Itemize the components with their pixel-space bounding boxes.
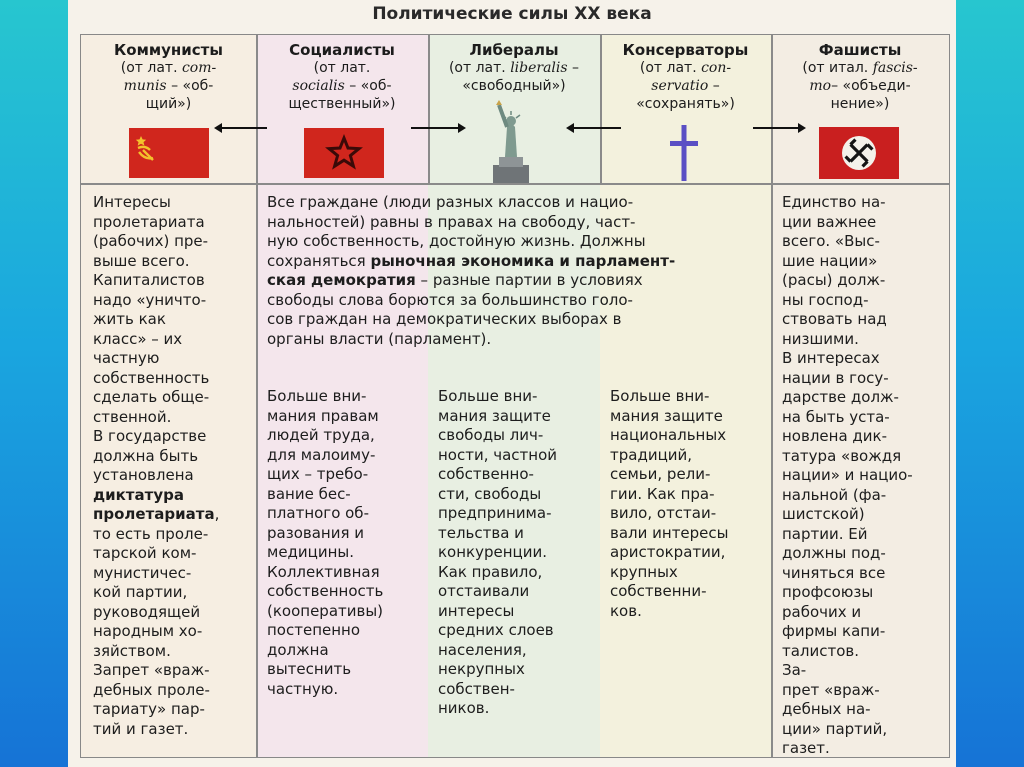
communists-text: Интересы пролетариата (рабочих) пре- выше всего. Капиталистов надо «уничто- жить как класс» – их частную собственность сделать обще- ственной. В государстве должна быть установлена bbox=[93, 193, 210, 484]
header-divider bbox=[81, 183, 949, 185]
swastika-flag-icon bbox=[819, 127, 899, 179]
communists-text-end: , то есть проле- тарской ком- мунистичес- кой партии, руководящей народным хо- зяйством. Запрет «враж- дебных проле- тариату» пар- тий и газет. bbox=[93, 505, 220, 738]
shared-text: Все граждане (люди разных классов и нацио- нальностей) равны в правах на свободу, част- ную собственность, достойную жизнь. Должны сохраняться bbox=[267, 193, 646, 270]
page-title: Политические силы XX века bbox=[372, 4, 652, 24]
header-communists bbox=[81, 41, 256, 113]
origin-word: socialis bbox=[292, 78, 345, 94]
shared-text-end: – разные партии в условиях свободы слова борются за большинство голо- сов граждан на демократических выборах в органы власти (парламент). bbox=[267, 271, 643, 348]
origin-prefix: (от лат. bbox=[120, 60, 178, 76]
origin-suffix: – «сохранять») bbox=[636, 78, 735, 112]
origin-suffix: – «об- щий») bbox=[145, 78, 214, 112]
shared-bold-text: рыночная экономика и парламент- ская демократия bbox=[267, 251, 676, 289]
origin-prefix: (от лат. bbox=[313, 60, 371, 76]
arrow-right-icon bbox=[753, 127, 799, 129]
shared-description bbox=[267, 193, 767, 349]
slide-page bbox=[68, 0, 956, 767]
header-socialists bbox=[256, 41, 428, 113]
header-liberals bbox=[428, 41, 600, 95]
origin-word: liberalis bbox=[510, 60, 568, 76]
header-conservatives bbox=[600, 41, 771, 113]
header-name: Коммунисты bbox=[114, 41, 223, 59]
header-name: Фашисты bbox=[818, 41, 902, 59]
arrow-left-icon bbox=[221, 127, 267, 129]
origin-prefix: (от итал. bbox=[802, 60, 869, 76]
communists-description bbox=[93, 193, 253, 739]
fascists-description: Единство на- ции важнее всего. «Выс- шие нации» (расы) долж- ны господ- ствовать над низшими. В интересах нации в госу- дарстве долж- на быть уста- новлена дик- татура «вождя нации» и нацио- нальной (фа- шистской) партии. Ей должны под- чиняться все профсоюзы рабочих и фирмы капи- талистов. За- прет «враж- дебных на- ции» партий, газет. bbox=[782, 193, 913, 757]
soviet-flag-icon bbox=[129, 128, 209, 178]
header-name: Либералы bbox=[469, 41, 559, 59]
statue-of-liberty-icon bbox=[481, 99, 541, 183]
column-divider bbox=[256, 35, 258, 757]
header-name: Социалисты bbox=[289, 41, 395, 59]
origin-suffix: – «об- щественный») bbox=[288, 78, 396, 112]
column-divider bbox=[771, 35, 773, 757]
origin-prefix: (от лат. bbox=[448, 60, 506, 76]
political-forces-table bbox=[80, 34, 950, 758]
origin-word: con- servatio bbox=[651, 60, 732, 94]
origin-word: com- munis bbox=[123, 60, 217, 94]
socialists-description: Больше вни- мания правам людей труда, для малоиму- щих – требо- вание бес- платного об- разования и медицины. Коллективная собственность (кооперативы) постепенно должна вытеснить частную. bbox=[267, 387, 384, 698]
cross-icon bbox=[666, 123, 702, 183]
origin-word: fascis- mo bbox=[809, 60, 918, 94]
header-name: Консерваторы bbox=[622, 41, 749, 59]
origin-prefix: (от лат. bbox=[639, 60, 697, 76]
origin-suffix: – «объеди- нение») bbox=[830, 78, 911, 112]
arrow-left-icon bbox=[573, 127, 621, 129]
liberals-description: Больше вни- мания защите свободы лич- ности, частной собственно- сти, свободы предпринима- тельства и конкуренции. Как правило, отстаивали интересы средних слоев населения, некрупных собствен- ников. bbox=[438, 387, 558, 717]
red-star-flag-icon bbox=[304, 128, 384, 178]
communists-bold-text: диктатура пролетариата bbox=[93, 485, 215, 523]
conservatives-description: Больше вни- мания защите национальных традиций, семьи, рели- гии. Как пра- вило, отстаи- вали интересы аристократии, крупных собственни- ков. bbox=[610, 387, 729, 620]
origin-suffix: – «свободный») bbox=[462, 60, 580, 94]
arrow-right-icon bbox=[411, 127, 459, 129]
header-fascists bbox=[771, 41, 949, 113]
